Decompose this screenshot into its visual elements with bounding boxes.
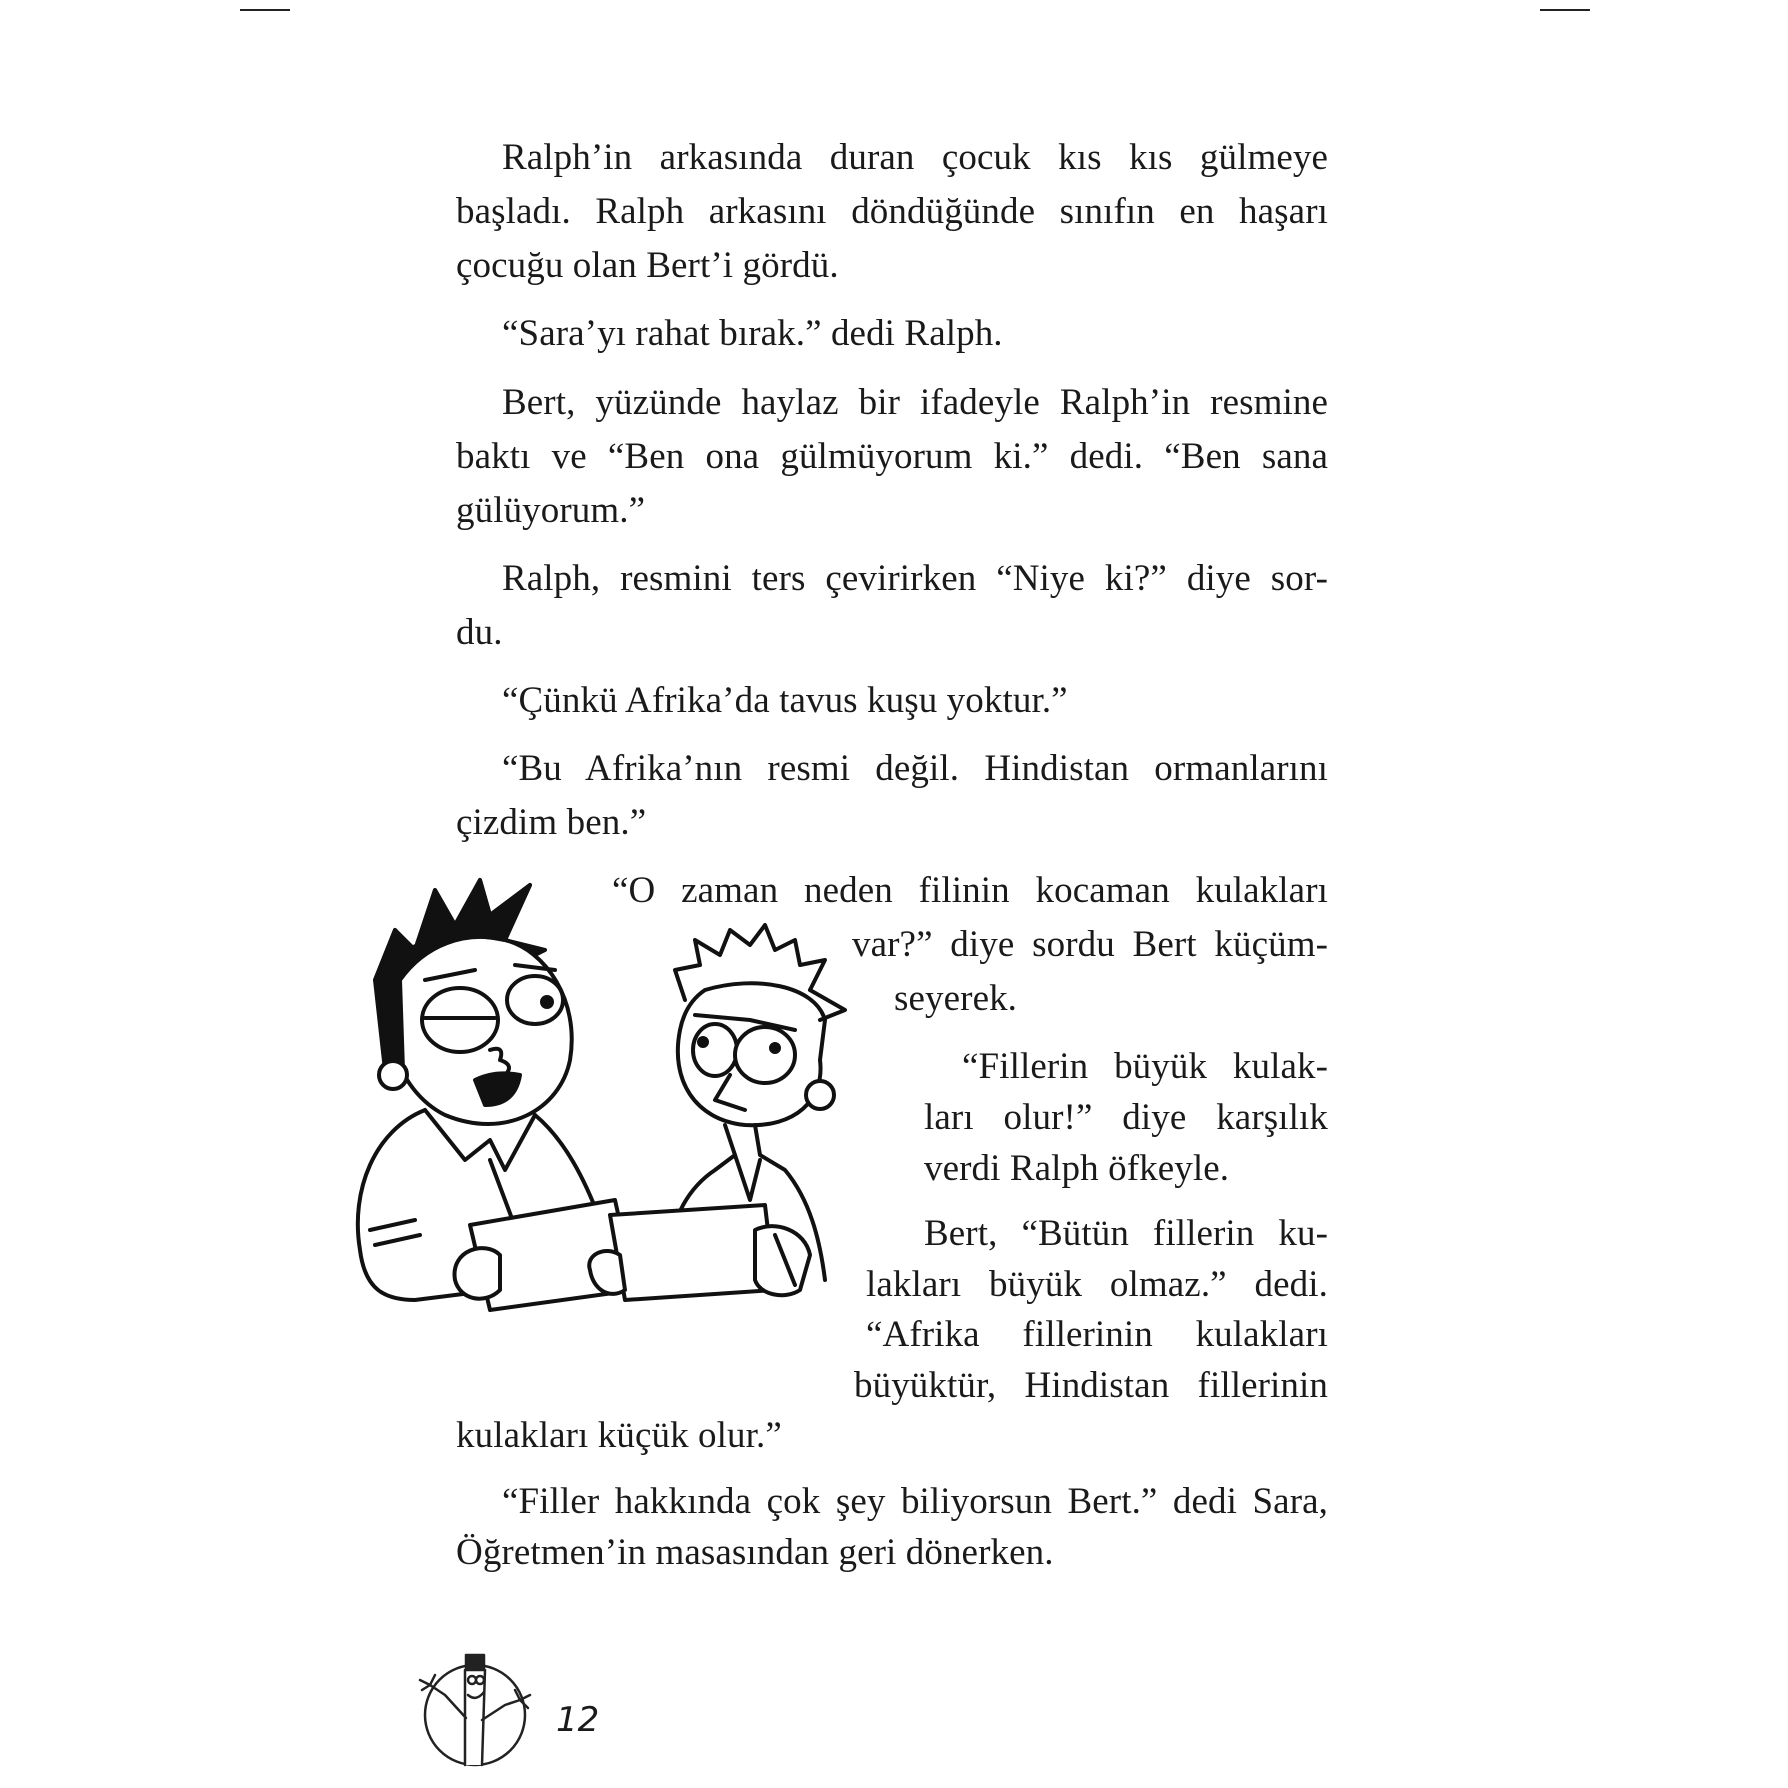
text-line: “Sara’yı rahat bırak.” dedi Ralph. [502,313,1003,354]
text-line: büyüktür, Hindistan fillerinin [854,1365,1328,1406]
text-line: du. [456,612,503,653]
ralph-figure [358,880,635,1310]
bert-figure [589,925,845,1300]
text-line: başladı. Ralph arkasını döndüğünde sınıfın en haşarı [456,191,1328,232]
page-number: 12 [556,1700,600,1740]
text-line: Öğretmen’in masasından geri dönerken. [456,1532,1054,1573]
text-line: “Fillerin büyük kulak- [962,1046,1328,1087]
text-line: “Çünkü Afrika’da tavus kuşu yoktur.” [502,680,1068,721]
text-line: baktı ve “Ben ona gülmüyorum ki.” dedi. “Ben sana [456,436,1328,477]
text-line: çocuğu olan Bert’i gördü. [456,245,839,286]
text-line: “Afrika fillerinin kulakları [866,1314,1328,1355]
text-line: seyerek. [894,978,1018,1019]
crop-mark-left [240,9,290,11]
text-line: lakları büyük olmaz.” dedi. [866,1264,1328,1305]
text-line: Ralph’in arkasında duran çocuk kıs kıs gülmeye [502,137,1328,178]
text-line: “Filler hakkında çok şey biliyorsun Bert.” dedi Sara, [502,1481,1328,1522]
text-line: “O zaman neden filinin kocaman kulakları [612,870,1328,911]
text-line: Bert, “Bütün fillerin ku- [924,1213,1328,1254]
text-line: verdi Ralph öfkeyle. [924,1148,1230,1189]
text-line: ları olur!” diye karşılık [924,1097,1328,1138]
two-boys-illustration [355,870,915,1340]
text-line: Ralph, resmini ters çevirirken “Niye ki?” diye sor- [502,558,1328,599]
text-line: var?” diye sordu Bert küçüm- [852,924,1328,965]
text-line: “Bu Afrika’nın resmi değil. Hindistan ormanlarını [502,748,1328,789]
text-line: gülüyorum.” [456,490,646,531]
text-line: kulakları küçük olur.” [456,1415,782,1456]
crop-mark-right [1540,9,1590,11]
text-line: Bert, yüzünde haylaz bir ifadeyle Ralph’in resmine [502,382,1328,423]
text-line: çizdim ben.” [456,802,647,843]
pencil-mascot-icon [410,1640,540,1770]
